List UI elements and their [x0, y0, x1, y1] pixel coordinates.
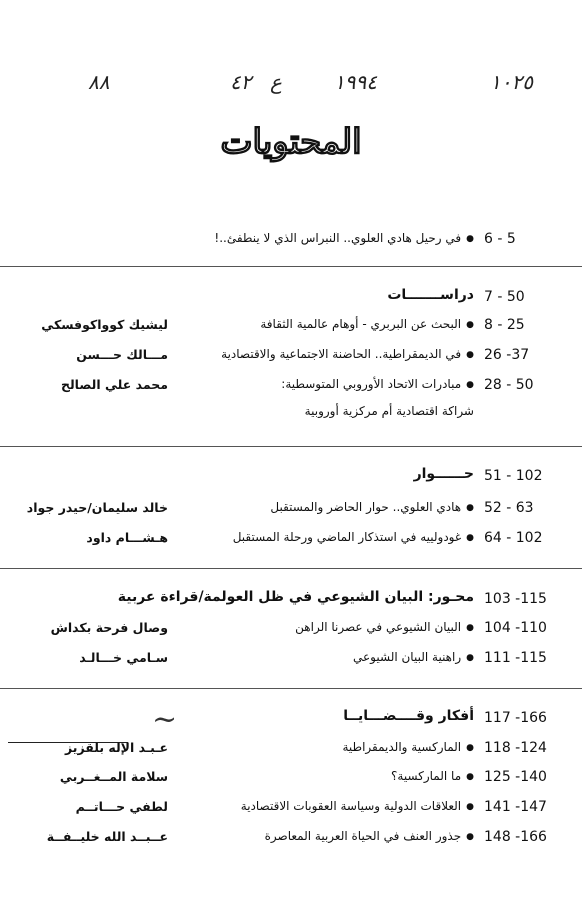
toc-item-title: ● البحث عن البربري - أوهام عالمية الثقافة: [114, 317, 474, 331]
toc-item-title: ● البيان الشيوعي في عصرنا الراهن: [114, 620, 474, 634]
toc-item-author: عــبــد الله خليــفــة: [46, 829, 168, 844]
section-page-range: 7 - 50: [484, 289, 525, 305]
section-header-axis: [0, 591, 582, 615]
section-header-dialogue: [0, 468, 582, 492]
toc-item-author: خالد سليمان/حيدر جواد: [26, 500, 168, 515]
toc-row: [0, 829, 582, 853]
page-range: 125 -140: [484, 769, 547, 785]
toc-row: [0, 650, 582, 674]
page-range: 52 - 63: [484, 500, 534, 516]
toc-row-intro: [0, 231, 582, 255]
section-page-range: 103 -115: [484, 591, 547, 607]
toc-row: [0, 377, 582, 401]
toc-row: [0, 317, 582, 341]
divider: [0, 446, 582, 447]
toc-item-author: سلامة المــغــربي: [59, 769, 168, 784]
toc-item-author: سـامي خـــالـد: [79, 650, 168, 665]
toc-item-title: ● في رحيل هادي العلوي.. النبراس الذي لا ينطفئ..!: [114, 231, 474, 245]
toc-item-author: محمد علي الصالح: [60, 377, 168, 392]
toc-item-title: ● جذور العنف في الحياة العربية المعاصرة: [114, 829, 474, 843]
divider: [0, 688, 582, 689]
toc-item-author: ليشيك كوواكوفسكي: [41, 317, 168, 332]
toc-item-author: لطفي حـــاتــم: [75, 799, 168, 814]
toc-item-title: ● الماركسية والديمقراطية: [114, 740, 474, 754]
toc-row: [0, 530, 582, 554]
toc-row: [0, 740, 582, 764]
toc-item-author: هـشـــام داود: [86, 530, 168, 545]
section-title: دراســـــــات: [387, 287, 474, 303]
page-range: 26 -37: [484, 347, 530, 363]
toc-item-title: ● راهنية البيان الشيوعي: [114, 650, 474, 664]
divider: [0, 266, 582, 267]
toc-row: [0, 620, 582, 644]
handwritten-year: ١٩٩٤: [334, 70, 377, 94]
toc-item-author: وصال فرحة بكداش: [50, 620, 168, 635]
toc-item-author: مـــالك حـــسن: [76, 347, 168, 362]
toc-item-title: ● ما الماركسية؟: [114, 769, 474, 783]
section-page-range: 117 -166: [484, 710, 547, 726]
toc-row: [0, 347, 582, 371]
toc-item-title: ● مبادرات الاتحاد الأوروبي المتوسطية:: [114, 377, 474, 391]
page-range: 118 -124: [484, 740, 547, 756]
toc-row: [0, 500, 582, 524]
divider: [0, 568, 582, 569]
toc-row: [0, 769, 582, 793]
page-range: 28 - 50: [484, 377, 534, 393]
page-range: 8 - 25: [484, 317, 525, 333]
section-title: محـور: البيان الشيوعي في ظل العولمة/قراءة عربية: [117, 589, 474, 605]
toc-item-author: عـبـد الإله بلقزيز: [64, 740, 168, 755]
toc-item-title: ● هادي العلوي.. حوار الحاضر والمستقبل: [114, 500, 474, 514]
section-page-range: 51 - 102: [484, 468, 543, 484]
section-title: أفكار وقــــضـــايــا: [343, 708, 474, 724]
handwritten-number-1: ١٠٢٥: [490, 70, 533, 94]
handwritten-number-2: ٨٨: [88, 70, 110, 94]
section-header-ideas: [0, 710, 582, 734]
toc-row-continuation: [0, 404, 582, 428]
page-range: 111 -115: [484, 650, 547, 666]
toc-item-title: ● في الديمقراطية.. الحاضنة الاجتماعية والاقتصادية: [114, 347, 474, 361]
page-range: 141 -147: [484, 799, 547, 815]
toc-row: [0, 799, 582, 823]
page-range: 64 - 102: [484, 530, 543, 546]
page-range: 104 -110: [484, 620, 547, 636]
toc-item-subtitle: شراكة اقتصادية أم مركزية أوروبية: [304, 404, 474, 418]
section-header-studies: [0, 289, 582, 313]
page-range: 6 - 5: [484, 231, 516, 247]
toc-item-title: ● غودولييه في استذكار الماضي ورحلة المستقبل: [114, 530, 474, 544]
page-title: المحتويات: [220, 122, 362, 162]
handwritten-mark: ~: [152, 702, 178, 737]
page-range: 148 -166: [484, 829, 547, 845]
handwritten-issue-letter: ع: [270, 70, 282, 94]
toc-item-title: ● العلاقات الدولية وسياسة العقوبات الاقتصادية: [114, 799, 474, 813]
section-title: حــــــوار: [413, 466, 474, 482]
handwritten-issue-number: ٤٢: [230, 70, 252, 94]
